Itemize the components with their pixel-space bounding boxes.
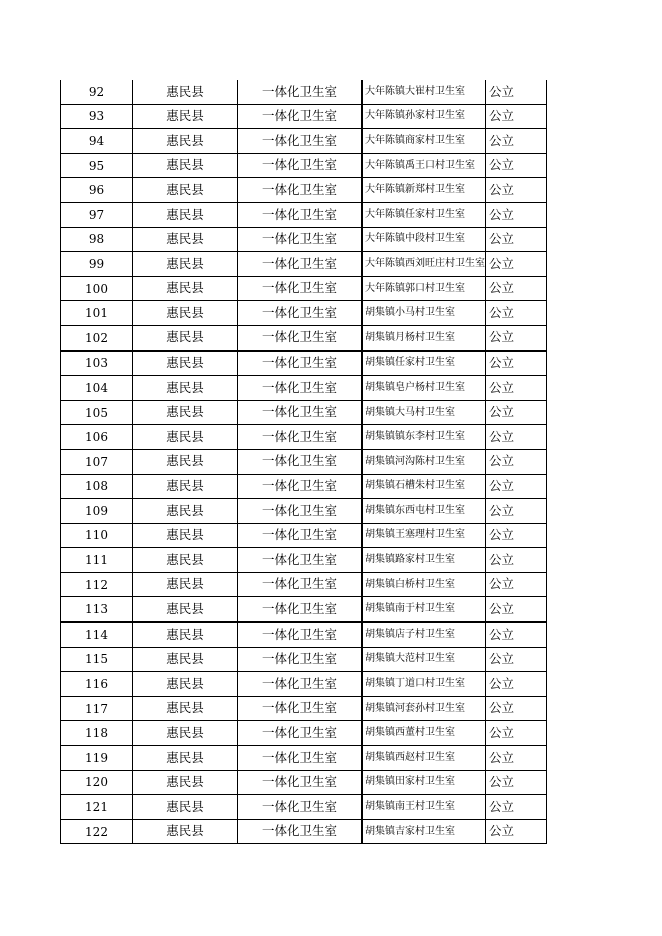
county-cell: 惠民县	[133, 721, 238, 746]
county-cell: 惠民县	[133, 647, 238, 672]
clinic-name-cell: 大年陈镇任家村卫生室	[362, 202, 486, 227]
row-number-cell: 122	[61, 819, 133, 844]
ownership-cell: 公立	[486, 129, 547, 154]
ownership-cell: 公立	[486, 153, 547, 178]
table-row	[61, 400, 547, 425]
clinic-name-cell: 胡集镇南王村卫生室	[362, 795, 486, 820]
clinic-name-cell: 胡集镇大范村卫生室	[362, 647, 486, 672]
row-number-cell: 92	[61, 80, 133, 104]
facility-type-cell: 一体化卫生室	[238, 129, 363, 154]
table-row	[61, 721, 547, 746]
ownership-cell: 公立	[486, 746, 547, 771]
county-cell: 惠民县	[133, 696, 238, 721]
ownership-cell: 公立	[486, 325, 547, 350]
row-number-cell: 120	[61, 770, 133, 795]
table-row	[61, 770, 547, 795]
ownership-cell: 公立	[486, 474, 547, 499]
county-cell: 惠民县	[133, 672, 238, 697]
clinic-name-cell: 胡集镇小马村卫生室	[362, 301, 486, 326]
county-cell: 惠民县	[133, 523, 238, 548]
ownership-cell: 公立	[486, 351, 547, 376]
table-row	[61, 474, 547, 499]
clinic-name-cell: 大年陈镇西刘旺庄村卫生室	[362, 252, 486, 277]
facility-type-cell: 一体化卫生室	[238, 499, 363, 524]
facility-type-cell: 一体化卫生室	[238, 819, 363, 844]
ownership-cell: 公立	[486, 523, 547, 548]
row-number-cell: 101	[61, 301, 133, 326]
ownership-cell: 公立	[486, 597, 547, 622]
clinic-name-cell: 胡集镇皂户杨村卫生室	[362, 376, 486, 401]
row-number-cell: 106	[61, 425, 133, 450]
row-number-cell: 118	[61, 721, 133, 746]
table-row	[61, 178, 547, 203]
table-row	[61, 351, 547, 376]
county-cell: 惠民县	[133, 746, 238, 771]
county-cell: 惠民县	[133, 351, 238, 376]
facility-type-cell: 一体化卫生室	[238, 548, 363, 573]
table-row	[61, 672, 547, 697]
county-cell: 惠民县	[133, 301, 238, 326]
clinic-name-cell: 胡集镇田家村卫生室	[362, 770, 486, 795]
table-row	[61, 425, 547, 450]
row-number-cell: 114	[61, 622, 133, 647]
clinic-name-cell: 胡集镇河套孙村卫生室	[362, 696, 486, 721]
table-row	[61, 795, 547, 820]
table-row	[61, 647, 547, 672]
ownership-cell: 公立	[486, 376, 547, 401]
table-row	[61, 449, 547, 474]
ownership-cell: 公立	[486, 449, 547, 474]
table-row	[61, 622, 547, 647]
county-cell: 惠民县	[133, 153, 238, 178]
facility-type-cell: 一体化卫生室	[238, 325, 363, 350]
facility-type-cell: 一体化卫生室	[238, 597, 363, 622]
clinic-name-cell: 大年陈镇中段村卫生室	[362, 227, 486, 252]
facility-type-cell: 一体化卫生室	[238, 795, 363, 820]
table-row	[61, 153, 547, 178]
county-cell: 惠民县	[133, 622, 238, 647]
clinic-name-cell: 胡集镇镇东李村卫生室	[362, 425, 486, 450]
row-number-cell: 105	[61, 400, 133, 425]
table-row	[61, 325, 547, 350]
row-number-cell: 109	[61, 499, 133, 524]
facility-type-cell: 一体化卫生室	[238, 721, 363, 746]
county-cell: 惠民县	[133, 252, 238, 277]
row-number-cell: 97	[61, 202, 133, 227]
clinic-name-cell: 胡集镇西董村卫生室	[362, 721, 486, 746]
facility-type-cell: 一体化卫生室	[238, 449, 363, 474]
row-number-cell: 119	[61, 746, 133, 771]
table-row	[61, 746, 547, 771]
facility-type-cell: 一体化卫生室	[238, 572, 363, 597]
ownership-cell: 公立	[486, 795, 547, 820]
table-row	[61, 276, 547, 301]
row-number-cell: 111	[61, 548, 133, 573]
row-number-cell: 113	[61, 597, 133, 622]
facility-type-cell: 一体化卫生室	[238, 202, 363, 227]
table-row	[61, 376, 547, 401]
row-number-cell: 107	[61, 449, 133, 474]
facility-type-cell: 一体化卫生室	[238, 80, 363, 104]
clinic-name-cell: 胡集镇丁道口村卫生室	[362, 672, 486, 697]
table-row	[61, 572, 547, 597]
ownership-cell: 公立	[486, 202, 547, 227]
row-number-cell: 94	[61, 129, 133, 154]
clinic-name-cell: 大年陈镇郭口村卫生室	[362, 276, 486, 301]
facility-type-cell: 一体化卫生室	[238, 227, 363, 252]
facility-type-cell: 一体化卫生室	[238, 301, 363, 326]
ownership-cell: 公立	[486, 622, 547, 647]
ownership-cell: 公立	[486, 770, 547, 795]
county-cell: 惠民县	[133, 400, 238, 425]
clinic-name-cell: 大年陈镇孙家村卫生室	[362, 104, 486, 129]
table-row	[61, 548, 547, 573]
row-number-cell: 110	[61, 523, 133, 548]
county-cell: 惠民县	[133, 499, 238, 524]
clinic-name-cell: 大年陈镇大崔村卫生室	[362, 80, 486, 104]
row-number-cell: 99	[61, 252, 133, 277]
clinic-name-cell: 胡集镇东西屯村卫生室	[362, 499, 486, 524]
row-number-cell: 96	[61, 178, 133, 203]
ownership-cell: 公立	[486, 227, 547, 252]
facility-type-cell: 一体化卫生室	[238, 400, 363, 425]
clinic-name-cell: 胡集镇月杨村卫生室	[362, 325, 486, 350]
clinic-name-cell: 胡集镇白桥村卫生室	[362, 572, 486, 597]
county-cell: 惠民县	[133, 819, 238, 844]
clinic-name-cell: 胡集镇大马村卫生室	[362, 400, 486, 425]
ownership-cell: 公立	[486, 276, 547, 301]
county-cell: 惠民县	[133, 325, 238, 350]
row-number-cell: 112	[61, 572, 133, 597]
ownership-cell: 公立	[486, 499, 547, 524]
facility-type-cell: 一体化卫生室	[238, 178, 363, 203]
facility-type-cell: 一体化卫生室	[238, 376, 363, 401]
county-cell: 惠民县	[133, 80, 238, 104]
row-number-cell: 117	[61, 696, 133, 721]
facility-type-cell: 一体化卫生室	[238, 672, 363, 697]
county-cell: 惠民县	[133, 227, 238, 252]
clinic-name-cell: 胡集镇王塞理村卫生室	[362, 523, 486, 548]
ownership-cell: 公立	[486, 572, 547, 597]
county-cell: 惠民县	[133, 425, 238, 450]
county-cell: 惠民县	[133, 597, 238, 622]
county-cell: 惠民县	[133, 449, 238, 474]
facility-type-cell: 一体化卫生室	[238, 770, 363, 795]
table-row	[61, 129, 547, 154]
ownership-cell: 公立	[486, 548, 547, 573]
county-cell: 惠民县	[133, 178, 238, 203]
clinic-name-cell: 大年陈镇禹王口村卫生室	[362, 153, 486, 178]
clinic-table-body	[61, 80, 547, 844]
clinic-name-cell: 大年陈镇商家村卫生室	[362, 129, 486, 154]
table-row	[61, 696, 547, 721]
ownership-cell: 公立	[486, 400, 547, 425]
ownership-cell: 公立	[486, 425, 547, 450]
row-number-cell: 121	[61, 795, 133, 820]
table-row	[61, 104, 547, 129]
facility-type-cell: 一体化卫生室	[238, 351, 363, 376]
ownership-cell: 公立	[486, 178, 547, 203]
ownership-cell: 公立	[486, 819, 547, 844]
county-cell: 惠民县	[133, 129, 238, 154]
row-number-cell: 95	[61, 153, 133, 178]
county-cell: 惠民县	[133, 376, 238, 401]
row-number-cell: 104	[61, 376, 133, 401]
county-cell: 惠民县	[133, 795, 238, 820]
row-number-cell: 115	[61, 647, 133, 672]
ownership-cell: 公立	[486, 721, 547, 746]
table-row	[61, 523, 547, 548]
row-number-cell: 100	[61, 276, 133, 301]
row-number-cell: 98	[61, 227, 133, 252]
clinic-table	[60, 80, 547, 844]
table-row	[61, 819, 547, 844]
county-cell: 惠民县	[133, 276, 238, 301]
county-cell: 惠民县	[133, 474, 238, 499]
county-cell: 惠民县	[133, 572, 238, 597]
facility-type-cell: 一体化卫生室	[238, 425, 363, 450]
table-row	[61, 499, 547, 524]
ownership-cell: 公立	[486, 80, 547, 104]
ownership-cell: 公立	[486, 252, 547, 277]
ownership-cell: 公立	[486, 672, 547, 697]
ownership-cell: 公立	[486, 647, 547, 672]
county-cell: 惠民县	[133, 104, 238, 129]
facility-type-cell: 一体化卫生室	[238, 104, 363, 129]
clinic-name-cell: 胡集镇石槽朱村卫生室	[362, 474, 486, 499]
county-cell: 惠民县	[133, 770, 238, 795]
facility-type-cell: 一体化卫生室	[238, 746, 363, 771]
clinic-name-cell: 胡集镇路家村卫生室	[362, 548, 486, 573]
facility-type-cell: 一体化卫生室	[238, 523, 363, 548]
clinic-name-cell: 胡集镇南于村卫生室	[362, 597, 486, 622]
facility-type-cell: 一体化卫生室	[238, 252, 363, 277]
table-row	[61, 202, 547, 227]
county-cell: 惠民县	[133, 548, 238, 573]
clinic-name-cell: 胡集镇西赵村卫生室	[362, 746, 486, 771]
row-number-cell: 108	[61, 474, 133, 499]
facility-type-cell: 一体化卫生室	[238, 276, 363, 301]
clinic-name-cell: 大年陈镇新郑村卫生室	[362, 178, 486, 203]
table-row	[61, 80, 547, 104]
row-number-cell: 93	[61, 104, 133, 129]
county-cell: 惠民县	[133, 202, 238, 227]
ownership-cell: 公立	[486, 104, 547, 129]
row-number-cell: 102	[61, 325, 133, 350]
facility-type-cell: 一体化卫生室	[238, 647, 363, 672]
row-number-cell: 116	[61, 672, 133, 697]
facility-type-cell: 一体化卫生室	[238, 622, 363, 647]
facility-type-cell: 一体化卫生室	[238, 153, 363, 178]
row-number-cell: 103	[61, 351, 133, 376]
table-row	[61, 227, 547, 252]
clinic-name-cell: 胡集镇任家村卫生室	[362, 351, 486, 376]
table-row	[61, 301, 547, 326]
clinic-name-cell: 胡集镇店子村卫生室	[362, 622, 486, 647]
clinic-name-cell: 胡集镇吉家村卫生室	[362, 819, 486, 844]
ownership-cell: 公立	[486, 696, 547, 721]
facility-type-cell: 一体化卫生室	[238, 474, 363, 499]
clinic-name-cell: 胡集镇河沟陈村卫生室	[362, 449, 486, 474]
ownership-cell: 公立	[486, 301, 547, 326]
table-row	[61, 597, 547, 622]
table-row	[61, 252, 547, 277]
facility-type-cell: 一体化卫生室	[238, 696, 363, 721]
